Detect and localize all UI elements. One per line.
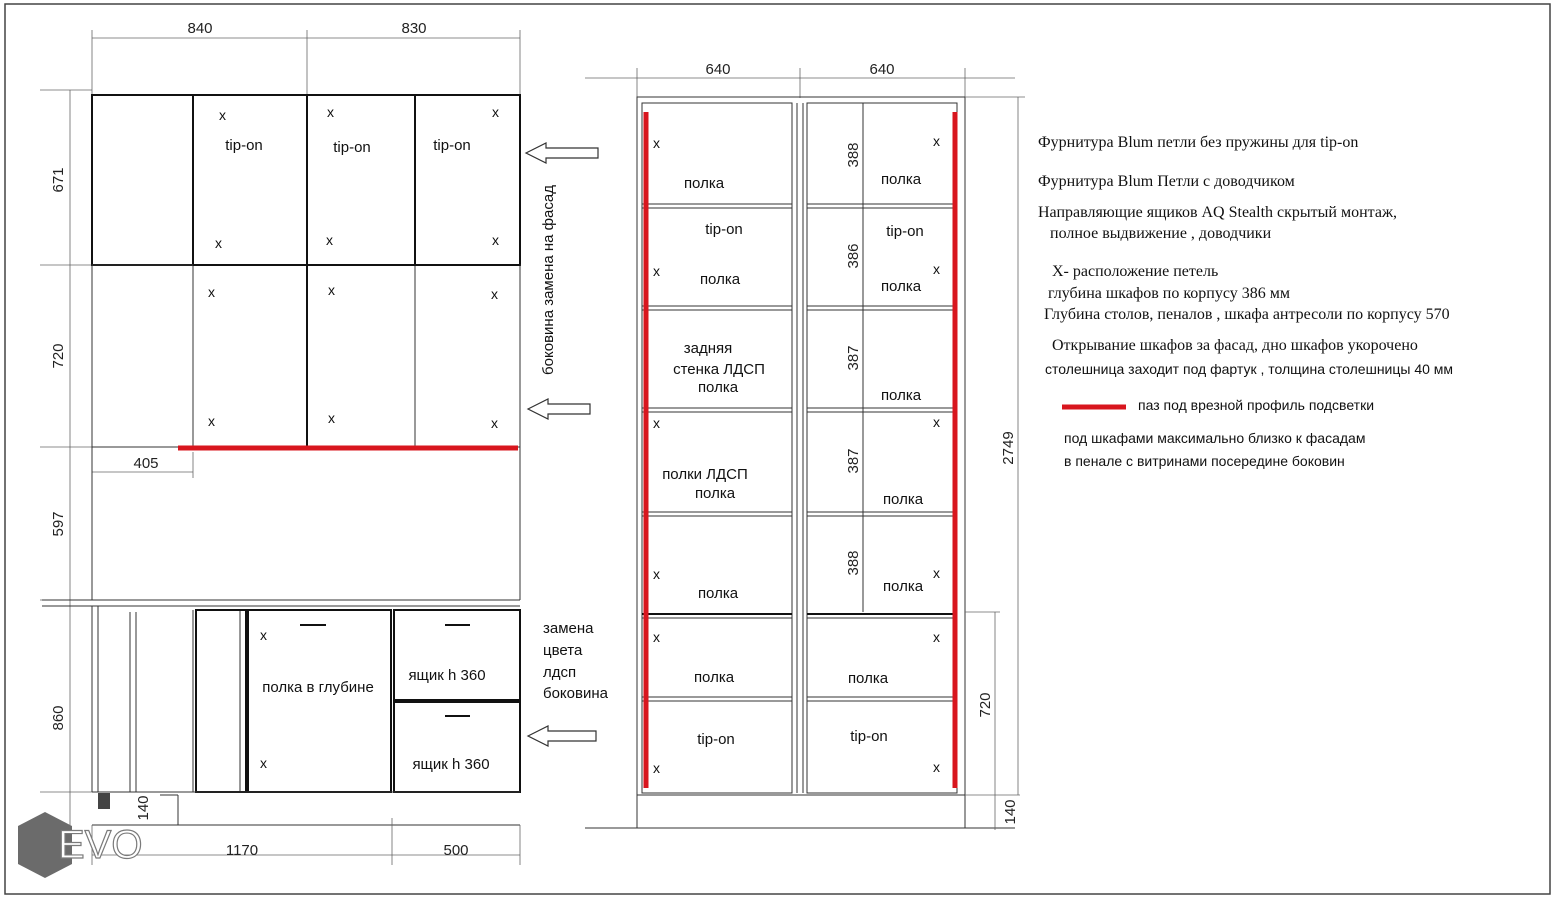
note-line: глубина шкафов по корпусу 386 мм xyxy=(1048,285,1290,302)
hinge-mark: x xyxy=(933,759,940,775)
hinge-mark: x xyxy=(653,760,660,776)
tipon-label-tall: tip-on xyxy=(850,728,888,745)
dim-860: 860 xyxy=(50,705,67,731)
note-line: Открывание шкафов за фасад, дно шкафов укорочено xyxy=(1052,337,1418,354)
dim-405: 405 xyxy=(133,455,159,472)
hinge-mark: x xyxy=(933,414,940,430)
hinge-mark: x xyxy=(653,135,660,151)
dim-387-a: 387 xyxy=(845,345,862,371)
dim-720-left: 720 xyxy=(50,343,67,369)
hinge-mark: x xyxy=(933,261,940,277)
hinge-mark: x xyxy=(326,232,333,248)
color-replace-line4: боковина xyxy=(543,685,608,702)
note-line: Фурнитура Blum петли без пружины для tip-on xyxy=(1038,134,1359,151)
back-wall-line1: задняя xyxy=(683,340,733,357)
dim-640-b: 640 xyxy=(869,61,895,78)
logo-text: EVO xyxy=(58,823,143,867)
dim-388-b: 388 xyxy=(845,550,862,576)
hinge-mark: x xyxy=(492,232,499,248)
note-line: X- расположение петель xyxy=(1052,263,1219,280)
hinge-mark: x xyxy=(491,415,498,431)
hinge-mark: x xyxy=(653,629,660,645)
hinge-mark: x xyxy=(327,104,334,120)
hinge-mark: x xyxy=(491,286,498,302)
hinge-mark: x xyxy=(215,235,222,251)
back-wall-line3: полка xyxy=(697,379,739,396)
note-line: в пенале с витринами посередине боковин xyxy=(1064,453,1345,469)
shelf-label: полка xyxy=(880,278,922,295)
dim-671: 671 xyxy=(50,167,67,193)
dim-387-b: 387 xyxy=(845,448,862,474)
notes-block xyxy=(1038,134,1453,469)
drawer-label-1: ящик h 360 xyxy=(408,667,486,684)
note-line: паз под врезной профиль подсветки xyxy=(1138,397,1375,413)
note-line: столешница заходит под фартук , толщина столешницы 40 мм xyxy=(1045,361,1454,377)
dim-597: 597 xyxy=(50,511,67,537)
tipon-label-3: tip-on xyxy=(433,137,471,154)
dim-830: 830 xyxy=(401,20,427,37)
arrow-left-icon xyxy=(526,143,598,163)
tipon-label-tall: tip-on xyxy=(705,221,743,238)
evo-logo xyxy=(18,812,142,878)
left-elevation xyxy=(40,20,609,865)
shelf-label: полка xyxy=(847,670,889,687)
color-replace-line2: цвета xyxy=(543,642,583,659)
color-replace-line1: замена xyxy=(543,620,594,637)
hinge-mark: x xyxy=(653,566,660,582)
dim-640-a: 640 xyxy=(705,61,731,78)
hinge-mark: x xyxy=(260,755,267,771)
dim-386: 386 xyxy=(845,243,862,269)
color-replace-line3: лдсп xyxy=(543,664,577,681)
drawer-label-2: ящик h 360 xyxy=(412,756,490,773)
shelf-deep-label: полка в глубине xyxy=(262,679,374,696)
dim-720-right: 720 xyxy=(977,692,994,718)
note-line: Направляющие ящиков AQ Stealth скрытый монтаж, xyxy=(1038,204,1397,221)
hinge-mark: x xyxy=(653,415,660,431)
shelves-ldsp-line2: полка xyxy=(694,485,736,502)
note-line: под шкафами максимально близко к фасадам xyxy=(1064,430,1366,446)
dim-500: 500 xyxy=(443,842,469,859)
note-line: полное выдвижение , доводчики xyxy=(1050,225,1272,242)
tipon-label-tall: tip-on xyxy=(697,731,735,748)
hinge-mark: x xyxy=(260,627,267,643)
tipon-label-tall: tip-on xyxy=(886,223,924,240)
hinge-mark: x xyxy=(328,282,335,298)
dim-388-a: 388 xyxy=(845,142,862,168)
shelves-ldsp-line1: полки ЛДСП xyxy=(662,466,748,483)
tipon-label-2: tip-on xyxy=(333,139,371,156)
tipon-label-1: tip-on xyxy=(225,137,263,154)
note-line: Глубина столов, пеналов , шкафа антресоли по корпусу 570 xyxy=(1044,306,1450,323)
hinge-mark: x xyxy=(653,263,660,279)
right-elevation xyxy=(585,61,1025,830)
shelf-label: полка xyxy=(882,578,924,595)
shelf-label: полка xyxy=(693,669,735,686)
hinge-mark: x xyxy=(492,104,499,120)
hinge-mark: x xyxy=(208,284,215,300)
hinge-mark: x xyxy=(933,133,940,149)
arrow-left-icon xyxy=(528,399,590,419)
hinge-mark: x xyxy=(219,107,226,123)
hinge-mark: x xyxy=(933,629,940,645)
hinge-mark: x xyxy=(933,565,940,581)
dim-2749: 2749 xyxy=(1000,431,1017,465)
side-replace-label: боковина замена на фасад xyxy=(540,185,557,375)
hinge-mark: x xyxy=(328,410,335,426)
shelf-label: полка xyxy=(697,585,739,602)
shelf-label: полка xyxy=(683,175,725,192)
shelf-label: полка xyxy=(699,271,741,288)
shelf-label: полка xyxy=(882,491,924,508)
shelf-label: полка xyxy=(880,171,922,188)
note-line: Фурнитура Blum Петли с доводчиком xyxy=(1038,173,1295,190)
dim-1170: 1170 xyxy=(225,842,259,859)
back-wall-line2: стенка ЛДСП xyxy=(673,361,765,378)
dim-140-right: 140 xyxy=(1002,799,1019,825)
arrow-left-icon xyxy=(528,726,596,746)
dim-140-left: 140 xyxy=(135,795,152,821)
shelf-label: полка xyxy=(880,387,922,404)
dim-840: 840 xyxy=(187,20,213,37)
hinge-mark: x xyxy=(208,413,215,429)
